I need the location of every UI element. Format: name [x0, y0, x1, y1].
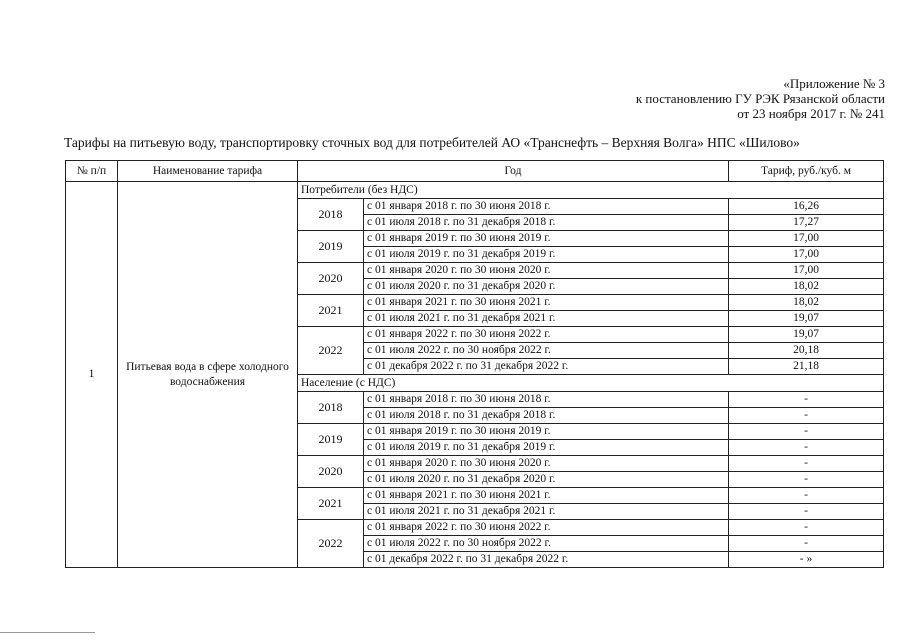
tariff-value: 17,00: [729, 231, 884, 247]
col-header-name: Наименование тарифа: [118, 161, 298, 182]
tariff-value: -: [729, 536, 884, 552]
period-cell: с 01 июля 2021 г. по 31 декабря 2021 г.: [364, 311, 729, 327]
tariff-value: -: [729, 472, 884, 488]
period-cell: с 01 июля 2019 г. по 31 декабря 2019 г.: [364, 247, 729, 263]
year-cell: 2020: [298, 456, 364, 488]
period-cell: с 01 июля 2021 г. по 31 декабря 2021 г.: [364, 504, 729, 520]
period-cell: с 01 июля 2022 г. по 30 ноября 2022 г.: [364, 343, 729, 359]
table-body: [66, 182, 884, 568]
period-cell: с 01 января 2018 г. по 30 июня 2018 г.: [364, 199, 729, 215]
tariff-value: -: [729, 392, 884, 408]
period-cell: с 01 января 2022 г. по 30 июня 2022 г.: [364, 327, 729, 343]
table-header-row: [66, 161, 884, 182]
period-cell: с 01 декабря 2022 г. по 31 декабря 2022 г.: [364, 359, 729, 375]
col-header-tariff: Тариф, руб./куб. м: [729, 161, 884, 182]
period-cell: с 01 декабря 2022 г. по 31 декабря 2022 г.: [364, 552, 729, 568]
period-cell: с 01 января 2022 г. по 30 июня 2022 г.: [364, 520, 729, 536]
col-header-number: № п/п: [66, 161, 118, 182]
year-cell: 2019: [298, 231, 364, 263]
tariff-value: -: [729, 504, 884, 520]
appendix-line-3: от 23 ноября 2017 г. № 241: [737, 106, 885, 121]
tariff-value: -: [729, 520, 884, 536]
tariff-value: 21,18: [729, 359, 884, 375]
year-cell: 2022: [298, 327, 364, 375]
period-cell: с 01 июля 2022 г. по 30 ноября 2022 г.: [364, 536, 729, 552]
period-cell: с 01 января 2019 г. по 30 июня 2019 г.: [364, 424, 729, 440]
appendix-header: [636, 76, 885, 121]
tariff-value: 17,00: [729, 247, 884, 263]
period-cell: с 01 июля 2020 г. по 31 декабря 2020 г.: [364, 279, 729, 295]
tariff-name: Питьевая вода в сфере холодного водоснабжения: [118, 182, 298, 568]
tariff-table: [65, 160, 884, 568]
period-cell: с 01 января 2018 г. по 30 июня 2018 г.: [364, 392, 729, 408]
tariff-value: 16,26: [729, 199, 884, 215]
year-cell: 2020: [298, 263, 364, 295]
tariff-value: 20,18: [729, 343, 884, 359]
period-cell: с 01 июля 2018 г. по 31 декабря 2018 г.: [364, 215, 729, 231]
year-cell: 2019: [298, 424, 364, 456]
tariff-value: 19,07: [729, 327, 884, 343]
section-row: [66, 182, 884, 199]
period-cell: с 01 января 2021 г. по 30 июня 2021 г.: [364, 295, 729, 311]
period-cell: с 01 июля 2020 г. по 31 декабря 2020 г.: [364, 472, 729, 488]
tariff-value: -: [729, 408, 884, 424]
document-title: Тарифы на питьевую воду, транспортировку сточных вод для потребителей АО «Транснефть – Верхняя Волга» НПС «Шилово»: [64, 135, 800, 150]
col-header-year: Год: [298, 161, 729, 182]
tariff-value: -: [729, 424, 884, 440]
tariff-value: 18,02: [729, 295, 884, 311]
year-cell: 2022: [298, 520, 364, 568]
appendix-line-2: к постановлению ГУ РЭК Рязанской области: [635, 91, 885, 106]
period-cell: с 01 января 2019 г. по 30 июня 2019 г.: [364, 231, 729, 247]
tariff-value: -: [729, 456, 884, 472]
year-cell: 2018: [298, 392, 364, 424]
period-cell: с 01 июля 2019 г. по 31 декабря 2019 г.: [364, 440, 729, 456]
tariff-value: -: [729, 488, 884, 504]
period-cell: с 01 января 2020 г. по 30 июня 2020 г.: [364, 263, 729, 279]
tariff-value: 18,02: [729, 279, 884, 295]
year-cell: 2021: [298, 488, 364, 520]
period-cell: с 01 января 2021 г. по 30 июня 2021 г.: [364, 488, 729, 504]
tariff-value: 17,00: [729, 263, 884, 279]
tariff-value: -: [729, 440, 884, 456]
tariff-value: - »: [729, 552, 884, 568]
tariff-value: 17,27: [729, 215, 884, 231]
year-cell: 2018: [298, 199, 364, 231]
section-label: Потребители (без НДС): [298, 182, 884, 199]
footer-rule: [0, 632, 95, 633]
section-label: Население (с НДС): [298, 375, 884, 392]
year-cell: 2021: [298, 295, 364, 327]
tariff-value: 19,07: [729, 311, 884, 327]
period-cell: с 01 января 2020 г. по 30 июня 2020 г.: [364, 456, 729, 472]
period-cell: с 01 июля 2018 г. по 31 декабря 2018 г.: [364, 408, 729, 424]
appendix-line-1: «Приложение № 3: [783, 76, 885, 91]
row-number: 1: [66, 182, 118, 568]
